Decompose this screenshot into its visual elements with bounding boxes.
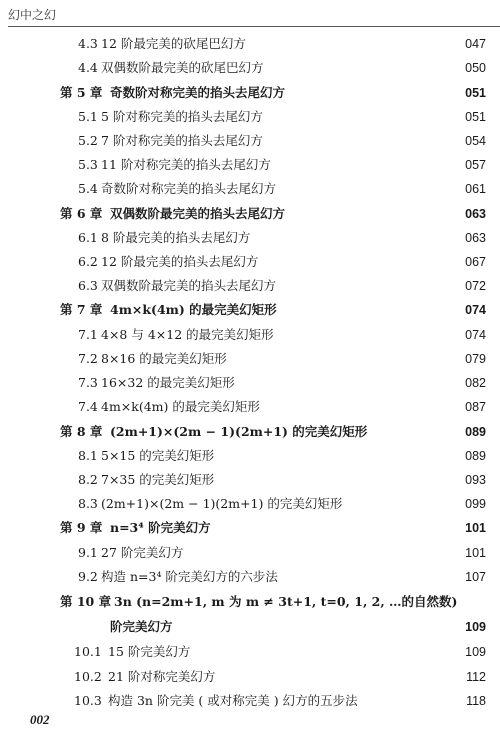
entry-page-number: 047	[465, 37, 486, 51]
entry-number: 7.4	[78, 399, 98, 414]
entry-title: 4m×k(4m) 的最完美幻矩形	[101, 399, 260, 414]
entry-title: 16×32 的最完美幻矩形	[101, 375, 235, 390]
entry-number: 5.2	[78, 133, 98, 148]
entry-title: 构造 n=3⁴ 阶完美幻方的六步法	[101, 569, 278, 584]
header-rule	[8, 26, 500, 27]
entry-number: 第 5 章	[60, 85, 103, 100]
running-header	[8, 6, 56, 23]
entry-number: 第 8 章	[60, 424, 103, 439]
entry-title: 双偶数阶最完美的掐头去尾幻方	[101, 278, 277, 293]
entry-title: 8×16 的最完美幻矩形	[101, 351, 227, 366]
entry-page-number: 057	[465, 158, 486, 172]
entry-page-number: 074	[465, 328, 486, 342]
entry-page-number: 109	[465, 645, 486, 659]
entry-page-number: 109	[465, 620, 486, 634]
entry-page-number: 061	[465, 182, 486, 196]
entry-title: (2m+1)×(2m − 1)(2m+1) 的完美幻矩形	[110, 424, 368, 439]
entry-title: 27 阶完美幻方	[101, 545, 184, 560]
entry-page-number: 051	[465, 86, 486, 100]
entry-title: 4m×k(4m) 的最完美幻矩形	[110, 302, 277, 317]
entry-number: 5.1	[78, 109, 98, 124]
entry-number: 8.3	[78, 496, 98, 511]
entry-page-number: 101	[465, 546, 486, 560]
entry-number: 10.3	[74, 693, 102, 708]
entry-page-number: 051	[465, 110, 486, 124]
entry-page-number: 093	[465, 473, 486, 487]
entry-title: 15 阶完美幻方	[108, 644, 191, 659]
entry-page-number: 063	[465, 231, 486, 245]
entry-number: 9.1	[78, 545, 98, 560]
entry-title: 7 阶对称完美的掐头去尾幻方	[101, 133, 263, 148]
entry-number: 6.1	[78, 230, 98, 245]
entry-number: 5.3	[78, 157, 98, 172]
entry-title: 双偶数阶最完美的掐头去尾幻方	[110, 206, 286, 221]
entry-title: 4×8 与 4×12 的最完美幻矩形	[101, 327, 274, 342]
entry-page-number: 079	[465, 352, 486, 366]
entry-title: 12 阶最完美的掐头去尾幻方	[101, 254, 259, 269]
entry-number: 10.2	[74, 669, 102, 684]
entry-title: 21 阶对称完美幻方	[108, 669, 216, 684]
header-title: 幻中之幻	[8, 8, 57, 22]
entry-title: 3n (n=2m+1, m 为 m ≠ 3t+1, t=0, 1, 2, …的自然数)	[114, 594, 458, 609]
entry-page-number: 107	[465, 570, 486, 584]
entry-page-number: 118	[466, 694, 486, 708]
entry-number: 第 10 章	[60, 594, 112, 609]
entry-number: 4.3	[78, 36, 98, 51]
entry-page-number: 074	[465, 303, 486, 317]
entry-number: 第 7 章	[60, 302, 103, 317]
entry-title: 5 阶对称完美的掐头去尾幻方	[101, 109, 263, 124]
entry-page-number: 054	[465, 134, 486, 148]
entry-page-number: 089	[465, 449, 486, 463]
entry-page-number: 099	[465, 497, 486, 511]
entry-title: 双偶数阶最完美的砍尾巴幻方	[101, 60, 264, 75]
entry-page-number: 063	[465, 207, 486, 221]
entry-number: 7.2	[78, 351, 98, 366]
entry-page-number: 082	[465, 376, 486, 390]
entry-number: 10.1	[74, 644, 102, 659]
entry-number: 6.2	[78, 254, 98, 269]
page-number: 002	[30, 712, 50, 727]
entry-number: 第 9 章	[60, 520, 103, 535]
entry-number: 5.4	[78, 181, 98, 196]
entry-title: 奇数阶对称完美的掐头去尾幻方	[110, 85, 286, 100]
entry-number: 8.2	[78, 472, 98, 487]
entry-number: 第 6 章	[60, 206, 103, 221]
entry-title: 11 阶对称完美的掐头去尾幻方	[101, 157, 271, 172]
entry-number: 4.4	[78, 60, 98, 75]
entry-page-number: 067	[465, 255, 486, 269]
entry-title: 12 阶最完美的砍尾巴幻方	[101, 36, 246, 51]
entry-title: 8 阶最完美的掐头去尾幻方	[101, 230, 251, 245]
entry-page-number: 050	[465, 61, 486, 75]
entry-number: 7.3	[78, 375, 98, 390]
entry-page-number: 072	[465, 279, 486, 293]
entry-title: 构造 3n 阶完美 ( 或对称完美 ) 幻方的五步法	[108, 693, 358, 708]
entry-number: 6.3	[78, 278, 98, 293]
entry-title: 7×35 的完美幻矩形	[101, 472, 215, 487]
entry-title: (2m+1)×(2m − 1)(2m+1) 的完美幻矩形	[101, 496, 343, 511]
entry-page-number: 101	[465, 521, 486, 535]
entry-page-number: 112	[466, 670, 486, 684]
entry-title: 奇数阶对称完美的掐头去尾幻方	[101, 181, 277, 196]
entry-title: n=3⁴ 阶完美幻方	[110, 520, 211, 535]
entry-number: 9.2	[78, 569, 98, 584]
entry-title: 阶完美幻方	[110, 619, 173, 634]
entry-number: 7.1	[78, 327, 98, 342]
entry-page-number: 089	[465, 425, 486, 439]
entry-page-number: 087	[465, 400, 486, 414]
entry-number: 8.1	[78, 448, 98, 463]
entry-title: 5×15 的完美幻矩形	[101, 448, 215, 463]
